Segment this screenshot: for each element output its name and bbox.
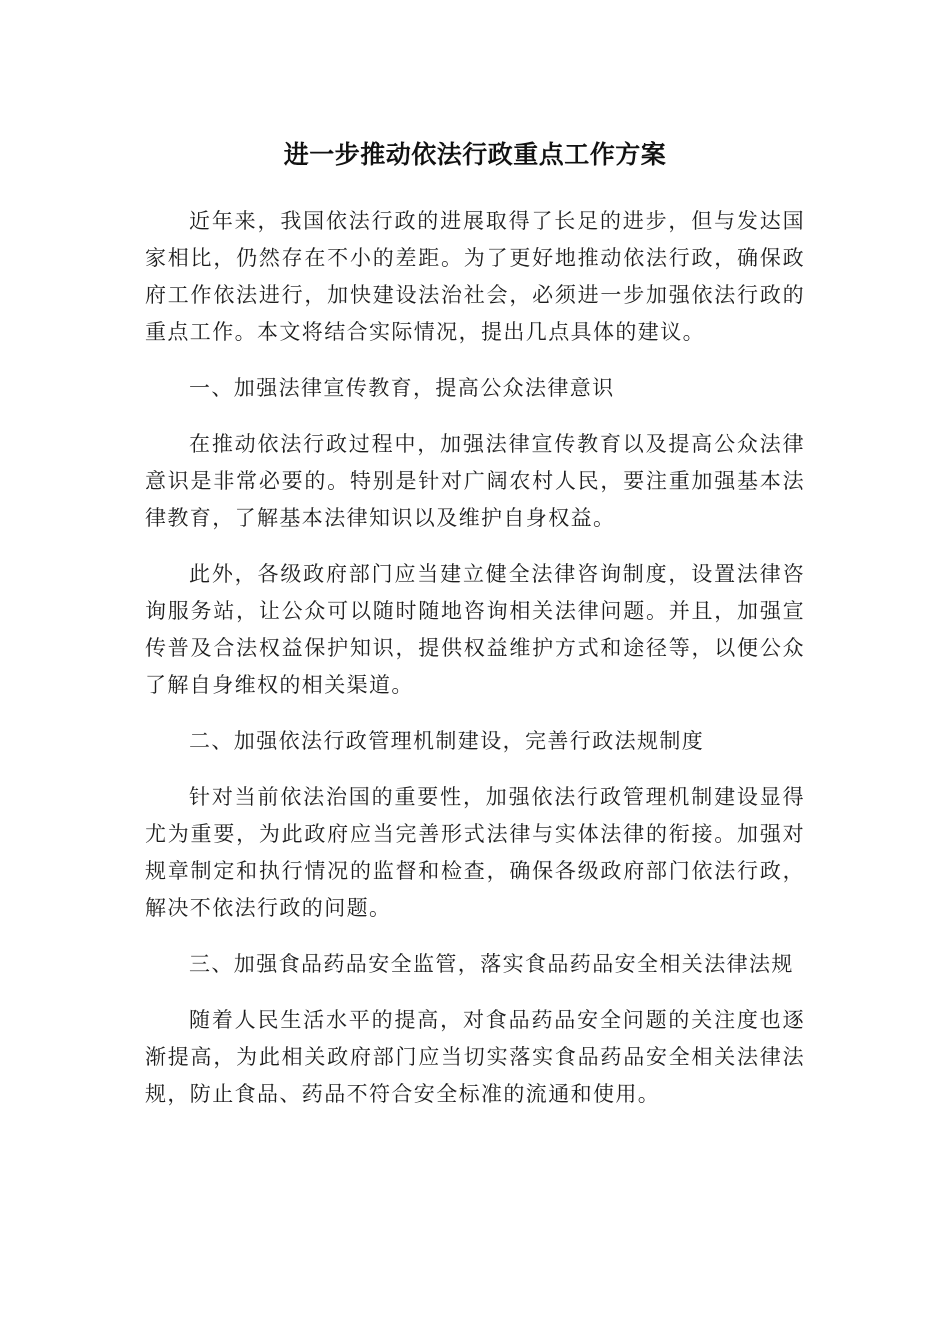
intro-paragraph: 近年来，我国依法行政的进展取得了长足的进步，但与发达国家相比，仍然存在不小的差距。为了更好地推动依法行政，确保政府工作依法进行，加快建设法治社会，必须进一步加强依法行政的重点工作。本文将结合实际情况，提出几点具体的建议。 [145, 209, 805, 344]
section-3-paragraph-1: 随着人民生活水平的提高，对食品药品安全问题的关注度也逐渐提高，为此相关政府部门应当切实落实食品药品安全相关法律法规，防止食品、药品不符合安全标准的流通和使用。 [145, 1008, 805, 1106]
document-title: 进一步推动依法行政重点工作方案 [283, 140, 667, 169]
section-1-paragraph-2: 此外，各级政府部门应当建立健全法律咨询制度，设置法律咨询服务站，让公众可以随时随地咨询相关法律问题。并且，加强宣传普及合法权益保护知识，提供权益维护方式和途径等，以便公众了解自身维权的相关渠道。 [145, 562, 805, 697]
section-2-paragraph-1: 针对当前依法治国的重要性，加强依法行政管理机制建设显得尤为重要，为此政府应当完善形式法律与实体法律的衔接。加强对规章制定和执行情况的监督和检查，确保各级政府部门依法行政，解决不依法行政的问题。 [145, 785, 805, 920]
section-heading-1: 一、加强法律宣传教育，提高公众法律意识 [189, 376, 615, 400]
section-heading-3: 三、加强食品药品安全监管，落实食品药品安全相关法律法规 [189, 952, 794, 976]
section-heading-2: 二、加强依法行政管理机制建设，完善行政法规制度 [189, 729, 705, 753]
section-1-paragraph-1: 在推动依法行政过程中，加强法律宣传教育以及提高公众法律意识是非常必要的。特别是针对广阔农村人民，要注重加强基本法律教育，了解基本法律知识以及维护自身权益。 [145, 432, 805, 530]
document-body [145, 203, 805, 1132]
